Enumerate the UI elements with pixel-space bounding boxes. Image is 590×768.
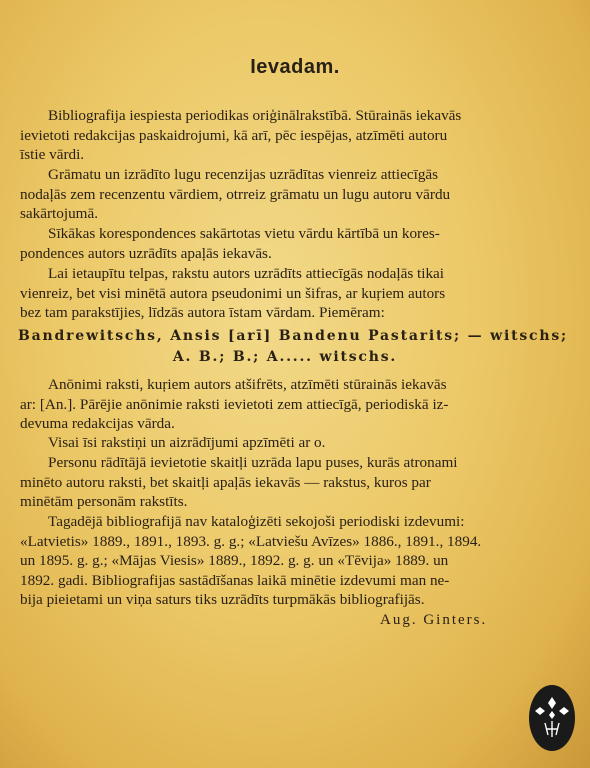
text-line: «Latvietis» 1889., 1891., 1893. g. g.; «Latviešu Avīzes» 1886., 1891., 1894. [20, 532, 482, 550]
text-line: Anōnimi raksti, kuŗiem autors atšifrēts, atzīmēti stūrainās iekavās [48, 376, 447, 393]
text-line: minēto autoru raksti, bet skaitļi apaļās iekavās — rakstus, kuros par [20, 473, 431, 491]
text-line: Tagadējā bibliografijā nav kataloģizēti sekojoši periodiski izdevumi: [48, 513, 465, 530]
text-line: Sīkākas korespondences sakārtotas vietu vārdu kārtībā un kores- [48, 225, 440, 242]
paragraph-intro [20, 106, 550, 165]
author-signature: Aug. Ginters. [380, 612, 488, 628]
paragraph-short-notes [20, 433, 550, 453]
text-line: devuma redakcijas vārda. [20, 415, 175, 432]
fraktur-example [18, 326, 568, 368]
text-line: Visai īsi rakstiņi un aizrādījumi apzīmēti ar o. [48, 434, 326, 451]
text-line: bija pieietami un viņa saturs tiks uzrādīts turpmākās bibliografijās. [20, 591, 425, 608]
text-line: Grāmatu un izrādīto lugu recenzijas uzrādītas vienreiz attiecīgās [48, 166, 439, 183]
paragraph-pseudonyms [20, 264, 550, 323]
paragraph-person-index [20, 453, 550, 512]
text-line: vienreiz, bet visi minētā autora pseudonimi un šifras, ar kuŗiem autors [20, 284, 446, 302]
text-line: Lai ietaupītu telpas, rakstu autors uzrādīts attiecīgās nodaļās tikai [48, 265, 445, 282]
text-line: un 1895. g. g.; «Mājas Viesis» 1889., 1892. g. g. un «Tēvija» 1889. un [20, 552, 449, 569]
fraktur-line: A. B.; B.; A..... witschs. [172, 349, 398, 365]
paragraph-correspondence [20, 224, 550, 263]
text-line: nodaļās zem recenzentu vārdiem, otrreiz grāmatu un lugu autoru vārdu [20, 185, 451, 203]
text-line: Personu rādītājā ievietotie skaitļi uzrāda lapu puses, kurās atronami [48, 454, 458, 471]
text-line: 1892. gadi. Bibliografijas sastādīšanas laikā minētie izdevumi man ne- [20, 571, 450, 589]
text-line: minētām personām rakstīts. [20, 493, 188, 510]
text-line: ar: [An.]. Pārējie anōnimie raksti ievietoti zem attiecīgā, periodiskā iz- [20, 395, 449, 413]
text-line: ievietoti redakcijas paskaidrojumi, kā arī, pēc iespējas, atzīmēti autoru [20, 126, 448, 144]
text-line: pondences autors uzrādīts apaļās iekavās. [20, 244, 272, 262]
paragraph-reviews [20, 165, 550, 224]
text-line: Bibliografija iespiesta periodikas oriģinālrakstībā. Stūrainās iekavās [48, 107, 462, 124]
text-line: bez tam parakstījies, līdzās autora īstam vārdam. Piemēram: [20, 304, 385, 321]
text-line: sakārtojumā. [20, 205, 99, 222]
fraktur-line: Bandrewitschs, Ansis [arī] Bandenu Pastarits; — witschs; [18, 328, 568, 344]
paragraph-missing-periodicals [20, 512, 550, 610]
text-line: īstie vārdi. [20, 146, 85, 163]
page-title: Ievadam. [250, 56, 340, 78]
library-watermark-icon [529, 685, 575, 751]
paragraph-anonymous [20, 375, 550, 434]
